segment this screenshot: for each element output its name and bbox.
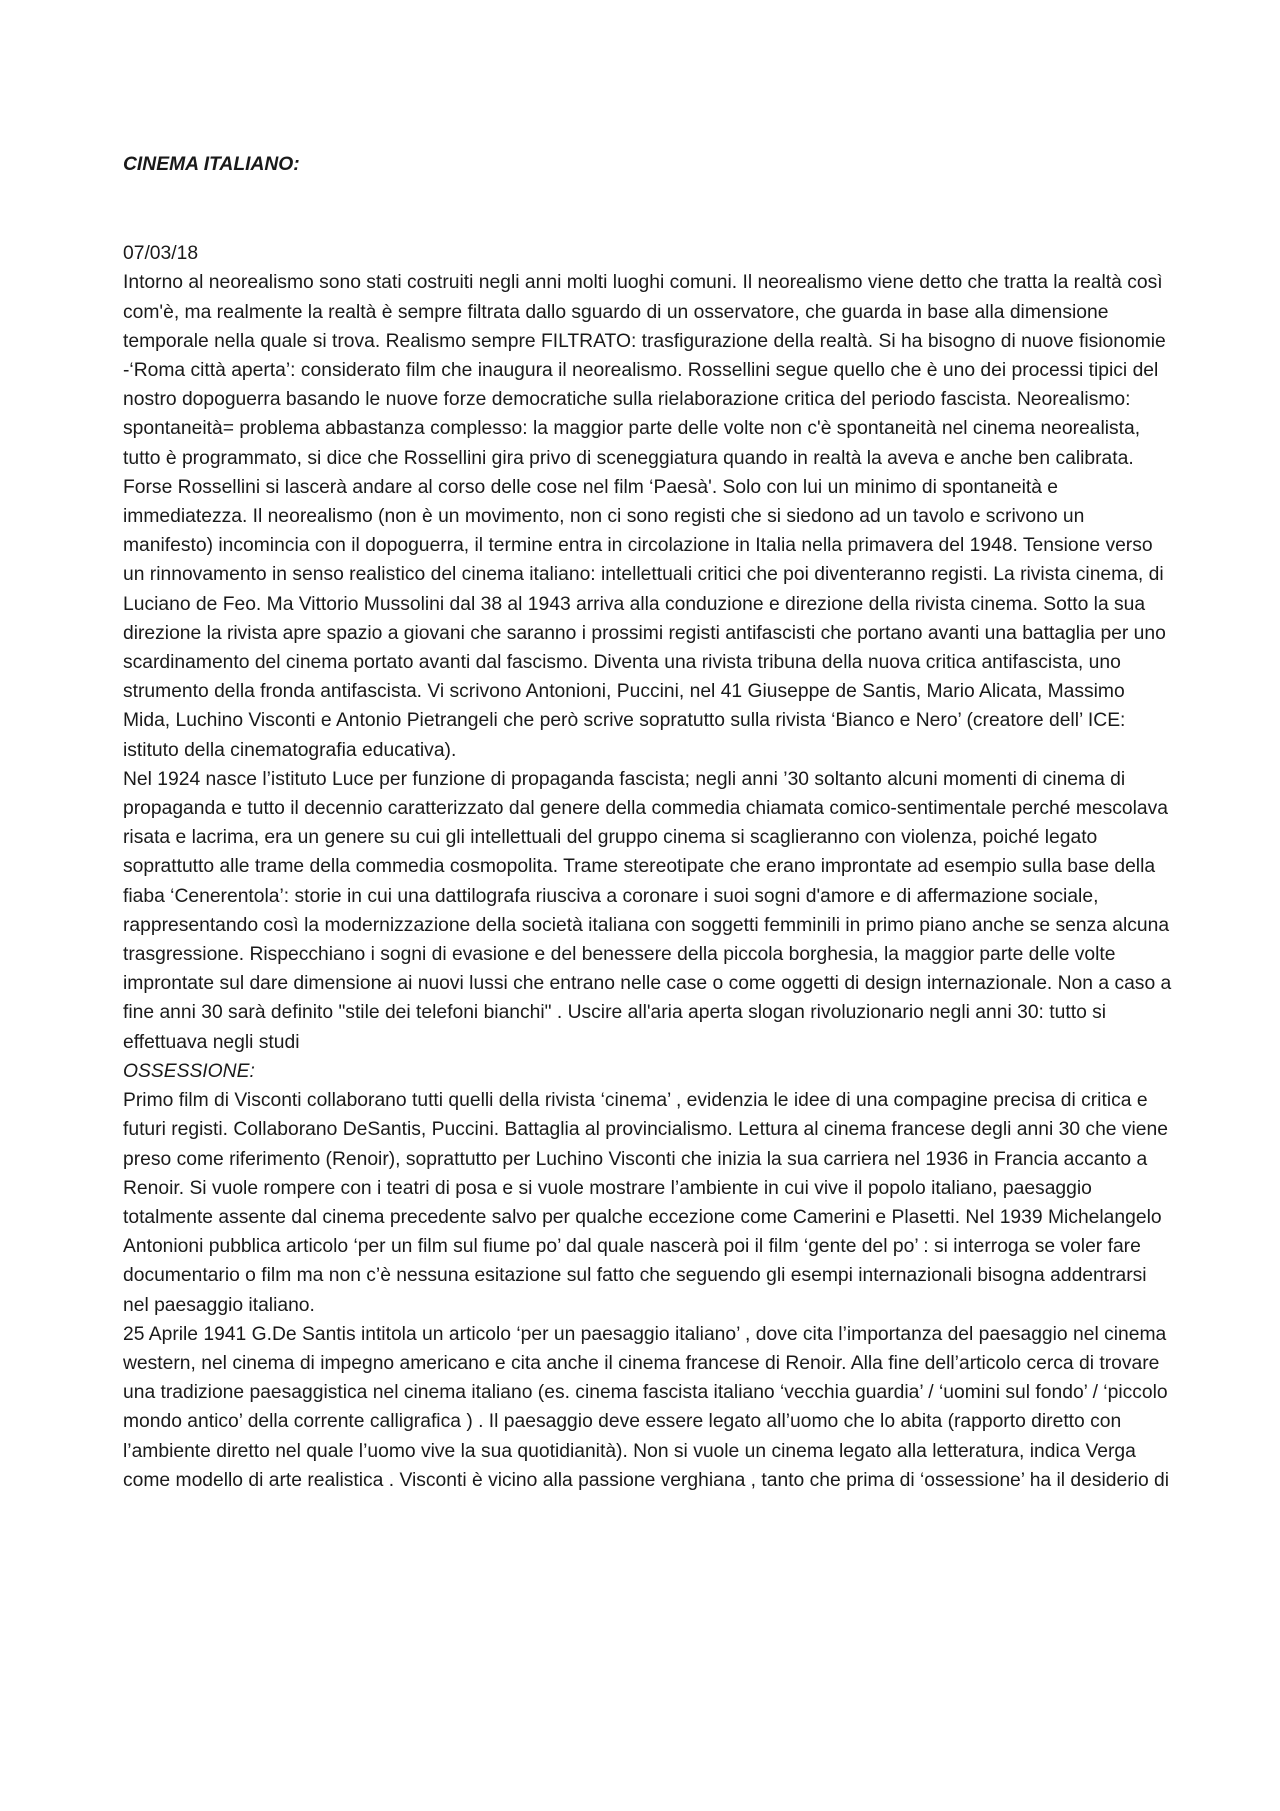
lecture-date: 07/03/18 bbox=[123, 243, 199, 265]
section-heading-ossessione: OSSESSIONE: bbox=[123, 1060, 255, 1082]
paragraph-istituto-luce: Nel 1924 nasce l’istituto Luce per funzione di propaganda fascista; negli anni ’30 soltanto alcuni momenti di cinema di propaganda e tutto il decennio caratterizzato dal genere della commedia chiamata comico-sentimentale perché mescolava risata e lacrima, era un genere su cui gli intellettuali del gruppo cinema si scaglieranno con violenza, poiché legato soprattutto alle trame della commedia cosmopolita. Trame stereotipate che erano improntate ad esempio sulla base della fiaba ‘Cenerentola’: storie in cui una dattilografa riusciva a coronare i suoi sogni d'amore e di affermazione sociale, rappresentando così la modernizzazione della società italiana con soggetti femminili in primo piano anche se senza alcuna trasgressione. Rispecchiano i sogni di evasione e del benessere della piccola borghesia, la maggior parte delle volte improntate sul dare dimensione ai nuovi lussi che entrano nelle case o come oggetti di design internazionale. Non a caso a fine anni 30 sarà definito "stile dei telefoni bianchi" . Uscire all'aria aperta slogan rivoluzionario negli anni 30: tutto si effettuava negli studi bbox=[123, 768, 1172, 1053]
paragraph-roma-citta-aperta: -‘Roma città aperta’: considerato film che inaugura il neorealismo. Rossellini segue quello che è uno dei processi tipici del nostro dopoguerra basando le nuove forze democratiche sulla rielaborazione critica del periodo fascista. Neorealismo: spontaneità= problema abbastanza complesso: la maggior parte delle volte non c'è spontaneità nel cinema neorealista, tutto è programmato, si dice che Rossellini gira privo di sceneggiatura quando in realtà la aveva e anche ben calibrata. Forse Rossellini si lascerà andare al corso delle cose nel film ‘Paesà'. Solo con lui un minimo di spontaneità e immediatezza. Il neorealismo (non è un movimento, non ci sono registi che si siedono ad un tavolo e scrivono un manifesto) incomincia con il dopoguerra, il termine entra in circolazione in Italia nella primavera del 1948. Tensione verso un rinnovamento in senso realistico del cinema italiano: intellettuali critici che poi diventeranno registi. La rivista cinema, di Luciano de Feo. Ma Vittorio Mussolini dal 38 al 1943 arriva alla conduzione e direzione della rivista cinema. Sotto la sua direzione la rivista apre spazio a giovani che saranno i prossimi registi antifascisti che portano avanti una battaglia per uno scardinamento del cinema portato avanti dal fascismo. Diventa una rivista tribuna della nuova critica antifascista, uno strumento della fronda antifascista. Vi scrivono Antonioni, Puccini, nel 41 Giuseppe de Santis, Mario Alicata, Massimo Mida, Luchino Visconti e Antonio Pietrangeli che però scrive sopratutto sulla rivista ‘Bianco e Nero’ (creatore dell’ ICE: istituto della cinematografia educativa). bbox=[123, 360, 1166, 761]
paragraph-de-santis: 25 Aprile 1941 G.De Santis intitola un articolo ‘per un paesaggio italiano’ , dove cita l’importanza del paesaggio nel cinema western, nel cinema di impegno americano e cita anche il cinema francese di Renoir. Alla fine dell’articolo cerca di trovare una tradizione paesaggistica nel cinema italiano (es. cinema fascista italiano ‘vecchia guardia’ / ‘uomini sul fondo’ / ‘piccolo mondo antico’ della corrente calligrafica ) . Il paesaggio deve essere legato all’uomo che lo abita (rapporto diretto con l’ambiente diretto nel quale l’uomo vive la sua quotidianità). Non si vuole un cinema legato alla letteratura, indica Verga come modello di arte realistica . Visconti è vicino alla passione verghiana , tanto che prima di ‘ossessione’ ha il desiderio di bbox=[123, 1323, 1170, 1491]
document-body bbox=[123, 150, 1173, 1495]
document-title: CINEMA ITALIANO: bbox=[123, 154, 300, 175]
paragraph-intro: Intorno al neorealismo sono stati costruiti negli anni molti luoghi comuni. Il neorealismo viene detto che tratta la realtà così com'è, ma realmente la realtà è sempre filtrata dallo sguardo di un osservatore, che guarda in base alla dimensione temporale nella quale si trova. Realismo sempre FILTRATO: trasfigurazione della realtà. Si ha bisogno di nuove fisionomie bbox=[123, 272, 1166, 352]
paragraph-ossessione: Primo film di Visconti collaborano tutti quelli della rivista ‘cinema’ , evidenzia le idee di una compagine precisa di critica e futuri registi. Collaborano DeSantis, Puccini. Battaglia al provincialismo. Lettura al cinema francese degli anni 30 che viene preso come riferimento (Renoir), soprattutto per Luchino Visconti che inizia la sua carriera nel 1936 in Francia accanto a Renoir. Si vuole rompere con i teatri di posa e si vuole mostrare l’ambiente in cui vive il popolo italiano, paesaggio totalmente assente dal cinema precedente salvo per qualche eccezione come Camerini e Plasetti. Nel 1939 Michelangelo Antonioni pubblica articolo ‘per un film sul fiume po’ dal quale nascerà poi il film ‘gente del po’ : si interroga se voler fare documentario o film ma non c’è nessuna esitazione sul fatto che seguendo gli esempi internazionali bisogna addentrarsi nel paesaggio italiano. bbox=[123, 1090, 1168, 1316]
